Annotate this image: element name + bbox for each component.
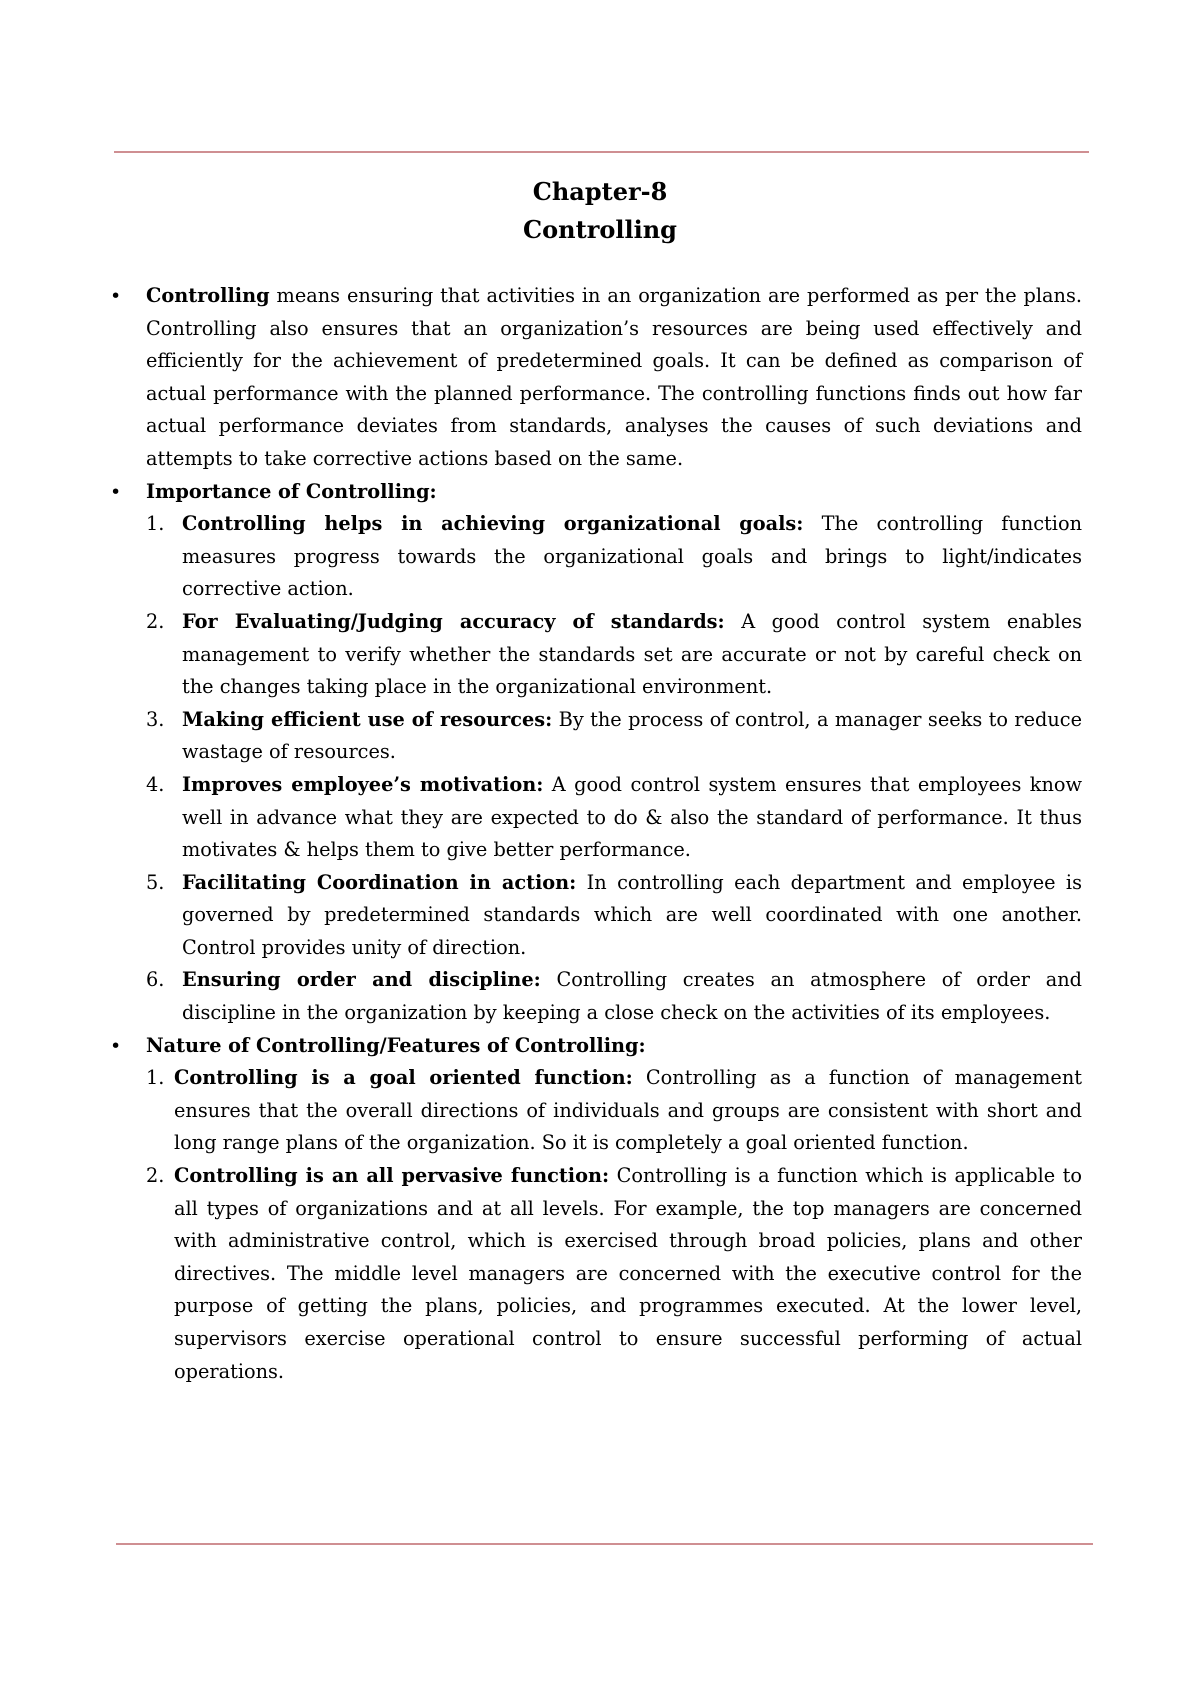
- nature-heading: Nature of Controlling/Features of Controlling:: [146, 1033, 646, 1057]
- item-label: Facilitating Coordination in action:: [182, 870, 577, 894]
- chapter-subject: Controlling: [523, 215, 677, 244]
- bullet-dot: •: [110, 480, 122, 503]
- item-number: 3.: [146, 707, 165, 731]
- list-item: [106, 1062, 1082, 1160]
- footer-rule: [116, 1543, 1093, 1545]
- list-item: [106, 606, 1082, 704]
- item-label: Making efficient use of resources:: [182, 707, 553, 731]
- item-number: 4.: [146, 772, 165, 796]
- item-text: Controlling as a function of management ensures that the overall directions of individuals and groups are consistent with short and long range plans of the organization. So it is completely a goal oriented function.: [174, 1066, 1082, 1155]
- nature-list: [106, 1062, 1082, 1388]
- list-item: [106, 964, 1082, 1029]
- bullet-nature: [106, 1030, 1082, 1063]
- bullet-dot: •: [110, 285, 122, 307]
- item-number: 2.: [146, 1164, 165, 1188]
- item-label: Improves employee’s motivation:: [182, 772, 544, 796]
- list-item: [106, 769, 1082, 867]
- definition-term: Controlling: [146, 284, 270, 307]
- item-text: The controlling function measures progress towards the organizational goals and brings to light/indicates corrective action.: [182, 512, 1082, 601]
- chapter-number: Chapter-8: [532, 177, 668, 206]
- item-text: In controlling each department and employee is governed by predetermined standards which are well coordinated with one another. Control provides unity of direction.: [182, 870, 1082, 959]
- item-label: Controlling is a goal oriented function:: [174, 1066, 633, 1090]
- chapter-title-block: [0, 173, 1200, 249]
- importance-heading: Importance of Controlling:: [146, 479, 437, 503]
- item-text: A good control system enables management to verify whether the standards set are accurate or not by careful check on the changes taking place in the organizational environment.: [182, 609, 1082, 699]
- item-number: 2.: [146, 609, 165, 633]
- item-label: Controlling is an all pervasive function:: [174, 1164, 610, 1188]
- item-number: 1.: [146, 1066, 165, 1090]
- item-number: 5.: [146, 870, 165, 894]
- list-item: [106, 1160, 1082, 1388]
- list-item: [106, 704, 1082, 769]
- bullet-definition: [106, 280, 1082, 476]
- bullet-dot: •: [110, 1034, 122, 1057]
- item-label: For Evaluating/Judging accuracy of standards:: [182, 609, 725, 633]
- header-rule: [114, 151, 1089, 153]
- item-label: Controlling helps in achieving organizational goals:: [182, 512, 804, 536]
- list-item: [106, 508, 1082, 606]
- item-text: A good control system ensures that employees know well in advance what they are expected to do & also the standard of performance. It thus motivates & helps them to give better performance.: [182, 772, 1082, 862]
- importance-list: [106, 508, 1082, 1030]
- item-text: Controlling is a function which is applicable to all types of organizations and at all levels. For example, the top managers are concerned with administrative control, which is exercised through broad policies, plans and other directives. The middle level managers are concerned with the executive control for the purpose of getting the plans, policies, and programmes executed. At the lower level, supervisors exercise operational control to ensure successful performing of actual operations.: [174, 1164, 1082, 1383]
- definition-paragraph: [146, 280, 1082, 476]
- item-text: Controlling creates an atmosphere of order and discipline in the organization by keeping a close check on the activities of its employees.: [182, 968, 1083, 1025]
- definition-text: means ensuring that activities in an organization are performed as per the plans. Controlling also ensures that an organization’s resources are being used effectively and efficiently for the achievement of predetermined goals. It can be defined as comparison of actual performance with the planned performance. The controlling functions finds out how far actual performance deviates from standards, analyses the causes of such deviations and attempts to take corrective actions based on the same.: [146, 284, 1082, 470]
- bullet-importance: [106, 476, 1082, 509]
- item-text: By the process of control, a manager seeks to reduce wastage of resources.: [182, 707, 1082, 764]
- item-number: 1.: [146, 512, 165, 536]
- document-body: [106, 280, 1082, 1388]
- item-label: Ensuring order and discipline:: [182, 968, 541, 992]
- item-number: 6.: [146, 968, 165, 992]
- list-item: [106, 867, 1082, 965]
